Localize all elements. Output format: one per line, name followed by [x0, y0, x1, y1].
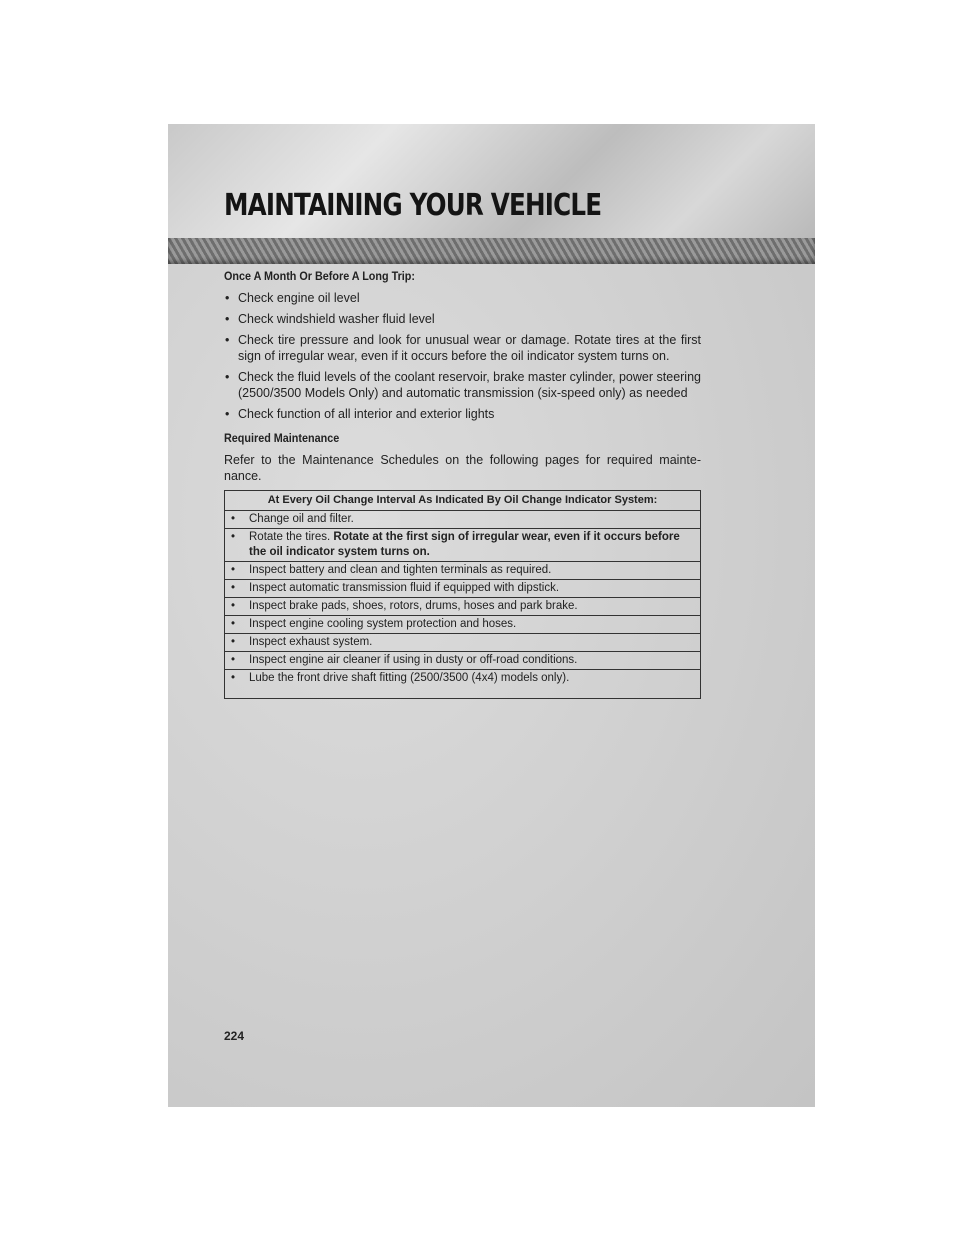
bullet-icon: • — [225, 370, 230, 384]
row-text: Inspect automatic transmission fluid if equipped with dipstick. — [249, 582, 560, 594]
table-cell — [225, 652, 701, 670]
bullet-icon: • — [231, 654, 236, 666]
bullet-icon: • — [231, 600, 236, 612]
list-item-text: Check function of all interior and exterior lights — [238, 407, 495, 421]
table-row — [225, 616, 701, 634]
list-item — [224, 332, 701, 364]
required-heading: Required Maintenance — [224, 431, 340, 445]
table-cell — [225, 580, 701, 598]
table-cell — [225, 634, 701, 652]
row-text: Inspect engine cooling system protection and hoses. — [249, 618, 517, 630]
table-row — [225, 652, 701, 670]
row-text: Inspect exhaust system. — [249, 636, 373, 648]
table-cell — [225, 562, 701, 580]
row-text: Inspect battery and clean and tighten terminals as required. — [249, 564, 552, 576]
bullet-icon: • — [231, 531, 236, 543]
row-text: Change oil and filter. — [249, 513, 354, 525]
bullet-icon: • — [225, 407, 230, 421]
header-stripe — [168, 238, 815, 264]
table-row — [225, 670, 701, 699]
table-cell — [225, 529, 701, 562]
list-item-text: Check engine oil level — [238, 291, 360, 305]
list-item-text: Check the fluid levels of the coolant reservoir, brake master cylinder, power steering (2500/3500 Models Only) and automatic transmission (six-speed only) as needed — [238, 370, 701, 400]
maintenance-table — [224, 490, 701, 699]
list-item — [224, 369, 701, 401]
table-cell — [225, 511, 701, 529]
page-content — [224, 268, 701, 699]
bullet-icon: • — [231, 513, 236, 525]
table-row — [225, 634, 701, 652]
bullet-icon: • — [231, 672, 236, 684]
bullet-icon: • — [231, 582, 236, 594]
row-text: Rotate the tires. — [249, 531, 331, 543]
table-row — [225, 562, 701, 580]
table-cell — [225, 598, 701, 616]
table-row — [225, 580, 701, 598]
row-text: Lube the front drive shaft fitting (2500/3500 (4x4) models only). — [249, 672, 570, 684]
table-row — [225, 598, 701, 616]
bullet-icon: • — [225, 333, 230, 347]
table-cell — [225, 616, 701, 634]
table-cell — [225, 670, 701, 699]
table-row — [225, 529, 701, 562]
table-row — [225, 511, 701, 529]
bullet-icon: • — [231, 618, 236, 630]
monthly-list — [224, 290, 701, 422]
table-header: At Every Oil Change Interval As Indicated By Oil Change Indicator System: — [225, 491, 701, 511]
bullet-icon: • — [225, 291, 230, 305]
table-header-row — [225, 491, 701, 511]
row-text: Inspect brake pads, shoes, rotors, drums, hoses and park brake. — [249, 600, 578, 612]
required-text: Refer to the Maintenance Schedules on the following pages for required mainte-nance. — [224, 453, 701, 483]
list-item-text: Check tire pressure and look for unusual wear or damage. Rotate tires at the first sign of irregular wear, even if it occurs before the oil indicator system turns on. — [238, 333, 701, 363]
list-item — [224, 290, 701, 306]
page-number: 224 — [224, 1029, 245, 1043]
list-item-text: Check windshield washer fluid level — [238, 312, 435, 326]
bullet-icon: • — [231, 636, 236, 648]
monthly-heading: Once A Month Or Before A Long Trip: — [224, 269, 415, 283]
page-title: MAINTAINING YOUR VEHICLE — [224, 188, 602, 223]
list-item — [224, 406, 701, 422]
row-bold-text: Rotate at the first sign of irregular wear, even if it occurs before the oil indicator system turns on. — [249, 531, 680, 558]
list-item — [224, 311, 701, 327]
bullet-icon: • — [231, 564, 236, 576]
bullet-icon: • — [225, 312, 230, 326]
page-header — [168, 124, 815, 238]
manual-page — [168, 124, 815, 1107]
row-text: Inspect engine air cleaner if using in dusty or off-road conditions. — [249, 654, 578, 666]
